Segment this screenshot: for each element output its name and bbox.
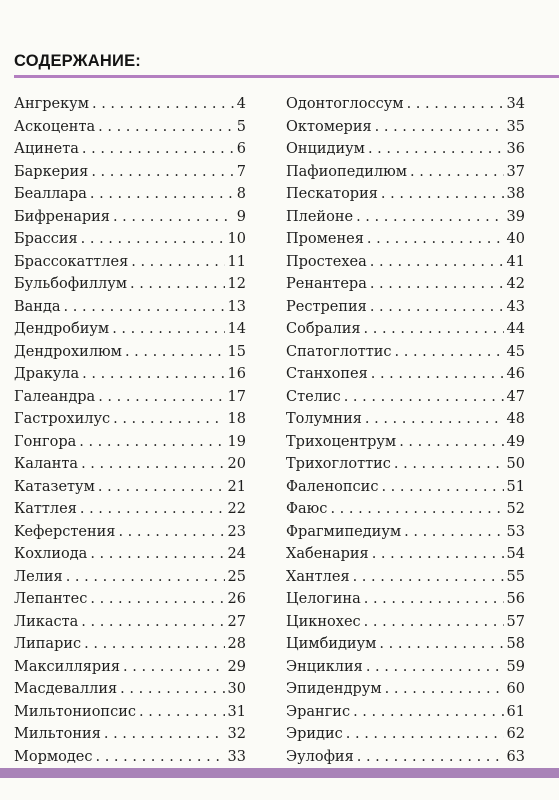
toc-entry-page: 32 — [227, 726, 246, 742]
toc-entry — [286, 629, 525, 652]
toc-leader-dots — [410, 165, 504, 180]
toc-entry-page: 25 — [227, 568, 246, 584]
toc-leader-dots — [66, 570, 225, 585]
toc-entry — [286, 382, 525, 405]
toc-entry-name: Стелис — [286, 388, 341, 404]
toc-entry — [14, 89, 246, 112]
toc-entry — [286, 427, 525, 450]
toc-entry-name: Каттлея — [14, 501, 77, 517]
toc-entry — [286, 202, 525, 225]
toc-entry — [286, 359, 525, 382]
toc-entry-page: 28 — [227, 636, 246, 652]
toc-entry — [286, 314, 525, 337]
toc-entry — [286, 247, 525, 270]
toc-entry-name: Рестрепия — [286, 298, 367, 314]
toc-leader-dots — [81, 232, 225, 247]
toc-entry-page: 40 — [506, 231, 525, 247]
toc-entry-name: Фрагмипедиум — [286, 523, 402, 539]
toc-entry — [286, 674, 525, 697]
toc-entry — [14, 629, 246, 652]
toc-leader-dots — [381, 187, 504, 202]
toc-leader-dots — [81, 615, 224, 630]
toc-leader-dots — [368, 142, 504, 157]
toc-entry-name: Хантлея — [286, 568, 350, 584]
toc-entry — [286, 224, 525, 247]
toc-entry-page: 29 — [227, 658, 246, 674]
toc-entry-name: Бифренария — [14, 208, 110, 224]
toc-entry-name: Целогина — [286, 591, 361, 607]
toc-leader-dots — [356, 210, 503, 225]
toc-entry — [14, 359, 246, 382]
toc-entry-page: 51 — [506, 478, 525, 494]
toc-leader-dots — [82, 142, 234, 157]
toc-entry-page: 11 — [227, 253, 246, 269]
toc-entry-page: 56 — [506, 591, 525, 607]
toc-entry — [286, 179, 525, 202]
toc-entry — [286, 539, 525, 562]
toc-entry — [14, 719, 246, 742]
toc-entry-name: Аскоцента — [14, 118, 96, 134]
toc-entry-page: 26 — [227, 591, 246, 607]
toc-entry-name: Гонгора — [14, 433, 77, 449]
toc-entry-page: 4 — [236, 96, 246, 112]
toc-leader-dots — [118, 525, 224, 540]
toc-entry-name: Бульбофиллум — [14, 276, 127, 292]
toc-leader-dots — [353, 705, 503, 720]
toc-entry-name: Мильтония — [14, 726, 101, 742]
toc-leader-dots — [399, 435, 503, 450]
toc-entry — [14, 269, 246, 292]
toc-leader-dots — [91, 165, 233, 180]
toc-entry-name: Мормодес — [14, 748, 93, 764]
toc-entry-page: 6 — [236, 141, 246, 157]
toc-entry-page: 30 — [227, 681, 246, 697]
heading-rule — [14, 75, 559, 78]
toc-entry-page: 47 — [506, 388, 525, 404]
toc-leader-dots — [90, 592, 224, 607]
toc-leader-dots — [344, 390, 504, 405]
toc-entry-page: 55 — [506, 568, 525, 584]
toc-leader-dots — [370, 277, 504, 292]
toc-entry — [14, 404, 246, 427]
footer-rule — [0, 768, 559, 778]
toc-entry-name: Энциклия — [286, 658, 363, 674]
toc-entry-name: Дендрохилюм — [14, 343, 122, 359]
toc-leader-dots — [131, 255, 224, 270]
toc-leader-dots — [395, 345, 504, 360]
toc-entry — [14, 292, 246, 315]
toc-entry — [14, 314, 246, 337]
toc-entry-name: Ренантера — [286, 276, 367, 292]
toc-leader-dots — [113, 412, 224, 427]
toc-entry-name: Пескатория — [286, 186, 378, 202]
toc-entry-name: Брассия — [14, 231, 78, 247]
toc-entry — [14, 584, 246, 607]
toc-leader-dots — [366, 660, 504, 675]
toc-entry-page: 34 — [506, 96, 525, 112]
toc-entry-name: Цимбидиум — [286, 636, 377, 652]
toc-entry-name: Эрангис — [286, 703, 351, 719]
toc-entry — [14, 337, 246, 360]
toc-entry-page: 37 — [506, 163, 525, 179]
toc-entry-page: 20 — [227, 456, 246, 472]
toc-leader-dots — [64, 300, 225, 315]
toc-entry-name: Липарис — [14, 636, 82, 652]
toc-entry-name: Фаюс — [286, 501, 328, 517]
toc-entry-name: Гастрохилус — [14, 411, 111, 427]
toc-entry-page: 22 — [227, 501, 246, 517]
toc-entry — [286, 89, 525, 112]
toc-leader-dots — [90, 547, 224, 562]
toc-entry — [286, 697, 525, 720]
toc-entry-page: 59 — [506, 658, 525, 674]
toc-entry-page: 38 — [506, 186, 525, 202]
toc-entry — [286, 292, 525, 315]
toc-entry-page: 9 — [236, 208, 246, 224]
toc-entry-page: 46 — [506, 366, 525, 382]
toc-entry — [14, 562, 246, 585]
toc-entry-name: Простехеа — [286, 253, 367, 269]
toc-entry-name: Мильтониопсис — [14, 703, 136, 719]
toc-entry-name: Баркерия — [14, 163, 89, 179]
toc-entry-name: Онцидиум — [286, 141, 365, 157]
toc-entry-name: Лелия — [14, 568, 63, 584]
toc-entry-page: 52 — [506, 501, 525, 517]
toc-leader-dots — [104, 727, 225, 742]
toc-entry — [14, 472, 246, 495]
toc-leader-dots — [120, 682, 224, 697]
toc-entry-page: 21 — [227, 478, 246, 494]
toc-leader-dots — [379, 637, 503, 652]
toc-entry-name: Каланта — [14, 456, 79, 472]
toc-entry-name: Собралия — [286, 321, 361, 337]
toc-entry-page: 23 — [227, 523, 246, 539]
toc-entry-page: 48 — [506, 411, 525, 427]
toc-leader-dots — [407, 97, 504, 112]
toc-entry-name: Брассокаттлея — [14, 253, 129, 269]
toc-entry-page: 33 — [227, 748, 246, 764]
toc-entry — [14, 179, 246, 202]
toc-entry-page: 43 — [506, 298, 525, 314]
toc-entry — [286, 719, 525, 742]
toc-entry-name: Фаленопсис — [286, 478, 379, 494]
toc-leader-dots — [139, 705, 225, 720]
toc-leader-dots — [364, 322, 504, 337]
toc-entry-page: 8 — [236, 186, 246, 202]
toc-entry-name: Ванда — [14, 298, 61, 314]
toc-entry — [14, 224, 246, 247]
toc-leader-dots — [394, 457, 504, 472]
toc-entry — [286, 562, 525, 585]
toc-entry-name: Keферстения — [14, 523, 116, 539]
toc-entry — [286, 134, 525, 157]
toc-entry-name: Хабенария — [286, 546, 369, 562]
toc-entry — [286, 517, 525, 540]
toc-entry — [286, 337, 525, 360]
toc-leader-dots — [357, 750, 504, 765]
toc-entry-page: 58 — [506, 636, 525, 652]
toc-entry-page: 5 — [236, 118, 246, 134]
toc-entry-name: Дракула — [14, 366, 80, 382]
toc-leader-dots — [353, 570, 504, 585]
toc-entry-page: 62 — [506, 726, 525, 742]
toc-entry — [286, 404, 525, 427]
toc-leader-dots — [98, 120, 234, 135]
toc-entry-page: 31 — [227, 703, 246, 719]
toc-entry-name: Лепантес — [14, 591, 88, 607]
toc-entry-page: 41 — [506, 253, 525, 269]
toc-entry-page: 27 — [227, 613, 246, 629]
toc-leader-dots — [365, 412, 504, 427]
toc-entry-name: Пафиопедилюм — [286, 163, 407, 179]
toc-entry-name: Ликаста — [14, 613, 79, 629]
toc-leader-dots — [364, 592, 504, 607]
toc-leader-dots — [367, 232, 504, 247]
toc-entry-name: Променея — [286, 231, 364, 247]
toc-entry — [14, 449, 246, 472]
toc-entry-name: Одонтоглоссум — [286, 96, 404, 112]
toc-entry-page: 24 — [227, 546, 246, 562]
toc-leader-dots — [371, 367, 504, 382]
toc-entry-page: 17 — [227, 388, 246, 404]
toc-entry-page: 14 — [227, 321, 246, 337]
toc-entry-page: 39 — [506, 208, 525, 224]
toc-leader-dots — [112, 322, 224, 337]
toc-entry-page: 60 — [506, 681, 525, 697]
toc-entry-page: 16 — [227, 366, 246, 382]
toc-entry — [286, 584, 525, 607]
toc-entry-page: 10 — [227, 231, 246, 247]
toc-entry — [286, 652, 525, 675]
toc-leader-dots — [404, 525, 503, 540]
toc-entry-page: 57 — [506, 613, 525, 629]
toc-column-left — [14, 89, 246, 764]
toc-columns — [14, 89, 549, 764]
toc-entry-name: Эридис — [286, 726, 343, 742]
toc-entry — [14, 494, 246, 517]
toc-leader-dots — [98, 480, 225, 495]
toc-leader-dots — [330, 502, 503, 517]
toc-entry-page: 61 — [506, 703, 525, 719]
toc-leader-dots — [90, 187, 234, 202]
toc-entry-name: Ацинета — [14, 141, 79, 157]
toc-entry-page: 53 — [506, 523, 525, 539]
toc-entry — [14, 607, 246, 630]
toc-entry — [14, 427, 246, 450]
toc-entry-name: Спатоглоттис — [286, 343, 392, 359]
toc-entry-page: 35 — [506, 118, 525, 134]
toc-entry — [14, 134, 246, 157]
toc-entry — [286, 112, 525, 135]
toc-entry-page: 63 — [506, 748, 525, 764]
toc-entry-name: Масдеваллия — [14, 681, 118, 697]
toc-leader-dots — [84, 637, 224, 652]
toc-entry-page: 7 — [236, 163, 246, 179]
toc-entry — [14, 652, 246, 675]
toc-entry-name: Станхопея — [286, 366, 368, 382]
toc-entry — [286, 607, 525, 630]
toc-leader-dots — [130, 277, 225, 292]
toc-entry — [14, 112, 246, 135]
toc-entry-name: Цикнохес — [286, 613, 361, 629]
toc-leader-dots — [123, 660, 225, 675]
toc-leader-dots — [385, 682, 504, 697]
toc-leader-dots — [364, 615, 504, 630]
toc-entry-page: 12 — [227, 276, 246, 292]
toc-entry-name: Ангрекум — [14, 96, 89, 112]
toc-entry-name: Катазетум — [14, 478, 95, 494]
toc-entry — [286, 449, 525, 472]
toc-entry — [14, 517, 246, 540]
toc-entry-name: Беаллара — [14, 186, 87, 202]
toc-leader-dots — [79, 435, 224, 450]
toc-leader-dots — [92, 97, 234, 112]
toc-entry-name: Плейоне — [286, 208, 354, 224]
toc-entry-page: 18 — [227, 411, 246, 427]
toc-entry — [14, 382, 246, 405]
toc-entry-page: 42 — [506, 276, 525, 292]
toc-entry — [286, 269, 525, 292]
toc-leader-dots — [370, 300, 504, 315]
toc-leader-dots — [82, 367, 224, 382]
toc-entry — [14, 697, 246, 720]
toc-entry-name: Трихоцентрум — [286, 433, 397, 449]
toc-leader-dots — [96, 750, 225, 765]
toc-leader-dots — [80, 502, 225, 517]
toc-entry-page: 15 — [227, 343, 246, 359]
toc-entry — [14, 247, 246, 270]
toc-entry-name: Кохлиода — [14, 546, 88, 562]
toc-entry — [286, 742, 525, 765]
toc-entry-name: Галеандра — [14, 388, 96, 404]
toc-entry — [14, 674, 246, 697]
toc-entry — [286, 494, 525, 517]
toc-column-right — [286, 89, 525, 764]
toc-entry — [286, 157, 525, 180]
toc-entry — [14, 539, 246, 562]
toc-entry-name: Октомерия — [286, 118, 372, 134]
toc-entry-name: Эпидендрум — [286, 681, 382, 697]
toc-entry-name: Толумния — [286, 411, 362, 427]
toc-entry-page: 36 — [506, 141, 525, 157]
toc-entry-page: 45 — [506, 343, 525, 359]
toc-leader-dots — [125, 345, 225, 360]
toc-leader-dots — [346, 727, 504, 742]
toc-entry-page: 50 — [506, 456, 525, 472]
toc-leader-dots — [375, 120, 504, 135]
toc-leader-dots — [81, 457, 224, 472]
toc-entry-page: 13 — [227, 298, 246, 314]
toc-entry-page: 54 — [506, 546, 525, 562]
toc-heading: СОДЕРЖАНИЕ: — [14, 52, 141, 70]
toc-entry — [286, 472, 525, 495]
toc-leader-dots — [113, 210, 234, 225]
toc-entry-name: Трихоглоттис — [286, 456, 391, 472]
toc-leader-dots — [372, 547, 504, 562]
toc-leader-dots — [98, 390, 224, 405]
toc-leader-dots — [370, 255, 504, 270]
toc-leader-dots — [381, 480, 503, 495]
toc-entry-page: 49 — [506, 433, 525, 449]
toc-entry-name: Эулофия — [286, 748, 354, 764]
toc-entry-name: Максиллярия — [14, 658, 121, 674]
toc-entry — [14, 742, 246, 765]
toc-entry-page: 44 — [506, 321, 525, 337]
toc-entry-name: Дендробиум — [14, 321, 110, 337]
toc-entry — [14, 157, 246, 180]
toc-entry-page: 19 — [227, 433, 246, 449]
toc-entry — [14, 202, 246, 225]
